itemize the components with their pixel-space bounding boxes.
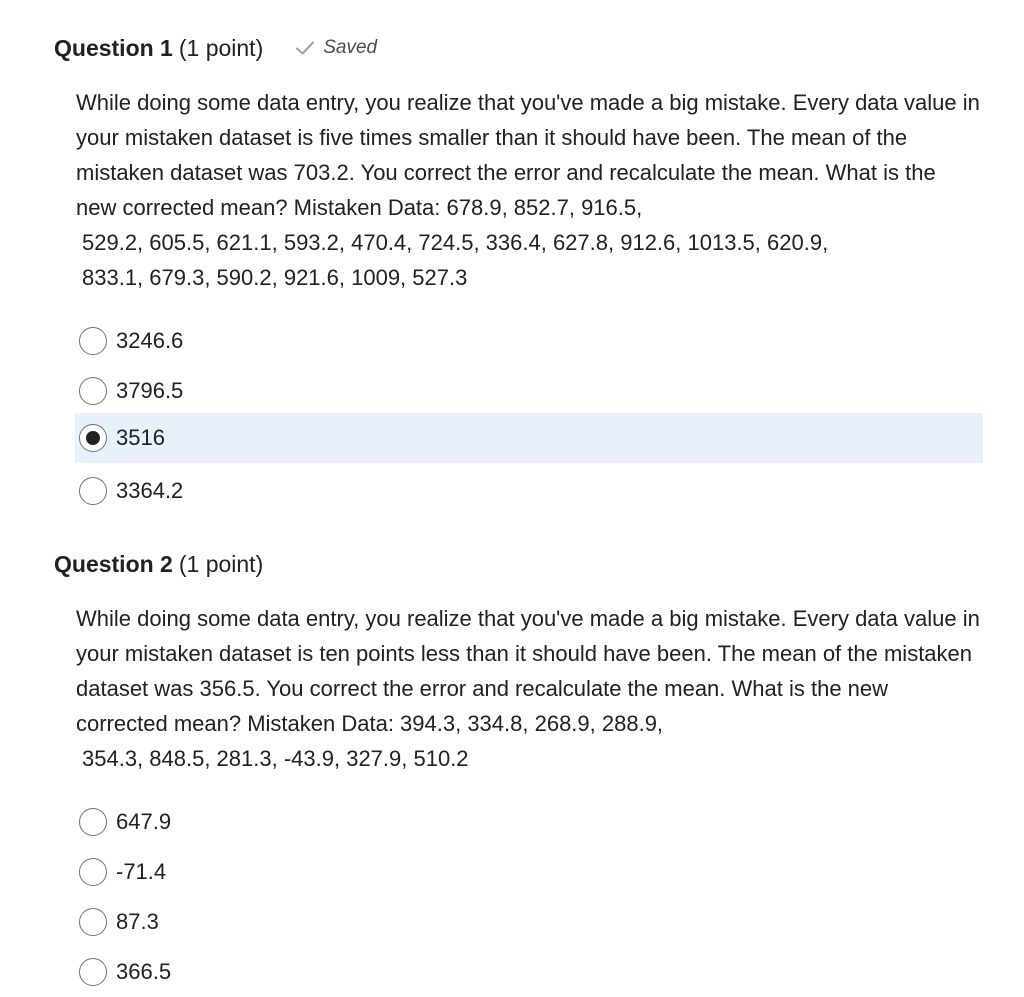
question-title: Question 2: [54, 551, 173, 577]
answer-option[interactable]: [75, 366, 983, 416]
saved-status: [295, 37, 377, 59]
radio-button[interactable]: [79, 377, 107, 405]
answer-option[interactable]: [75, 897, 983, 947]
radio-button-checked[interactable]: [79, 424, 107, 452]
radio-button[interactable]: [79, 958, 107, 986]
question-prompt: While doing some data entry, you realize that you've made a big mistake. Every data value in your mistaken dataset is ten points less than it should have been. The mean of the mistaken dataset was 356.5. You correct the error and recalculate the mean. What is the new corrected mean? Mistaken Data: 394.3, 334.8, 268.9, 288.9,: [76, 606, 980, 736]
question-header: [54, 35, 377, 62]
answer-option[interactable]: [75, 797, 983, 847]
radio-button[interactable]: [79, 477, 107, 505]
option-label: 3246.6: [116, 328, 184, 353]
radio-button[interactable]: [79, 908, 107, 936]
question-title: Question 1: [54, 35, 173, 61]
answer-option[interactable]: [75, 947, 983, 997]
data-values-line-1: 529.2, 605.5, 621.1, 593.2, 470.4, 724.5, 336.4, 627.8, 912.6, 1013.5, 620.9,: [82, 230, 829, 255]
option-label: 3516: [116, 425, 165, 450]
question-text: [76, 601, 981, 776]
option-label: -71.4: [116, 859, 167, 884]
answer-option[interactable]: [75, 847, 983, 897]
option-label: 87.3: [116, 909, 159, 934]
answer-option-selected[interactable]: [75, 413, 983, 463]
radio-button[interactable]: [79, 808, 107, 836]
radio-dot-icon: [86, 431, 100, 445]
data-values-line-2: 833.1, 679.3, 590.2, 921.6, 1009, 527.3: [82, 265, 468, 290]
answer-option[interactable]: [75, 466, 983, 516]
question-points: (1 point): [178, 551, 264, 577]
question-points: (1 point): [178, 35, 264, 61]
option-label: 3364.2: [116, 478, 184, 503]
option-label: 366.5: [116, 959, 172, 984]
radio-button[interactable]: [79, 327, 107, 355]
data-values-line-1: 354.3, 848.5, 281.3, -43.9, 327.9, 510.2: [82, 746, 469, 771]
question-text: [76, 85, 981, 295]
question-prompt: While doing some data entry, you realize that you've made a big mistake. Every data value in your mistaken dataset is five times smaller than it should have been. The mean of the mistaken dataset was 703.2. You correct the error and recalculate the mean. What is the new corrected mean? Mistaken Data: 678.9, 852.7, 916.5,: [76, 90, 980, 220]
question-header: [54, 551, 263, 578]
radio-button[interactable]: [79, 858, 107, 886]
saved-label: Saved: [323, 37, 378, 58]
checkmark-icon: [295, 40, 315, 56]
option-label: 3796.5: [116, 378, 184, 403]
answer-option[interactable]: [75, 316, 983, 366]
option-label: 647.9: [116, 809, 172, 834]
